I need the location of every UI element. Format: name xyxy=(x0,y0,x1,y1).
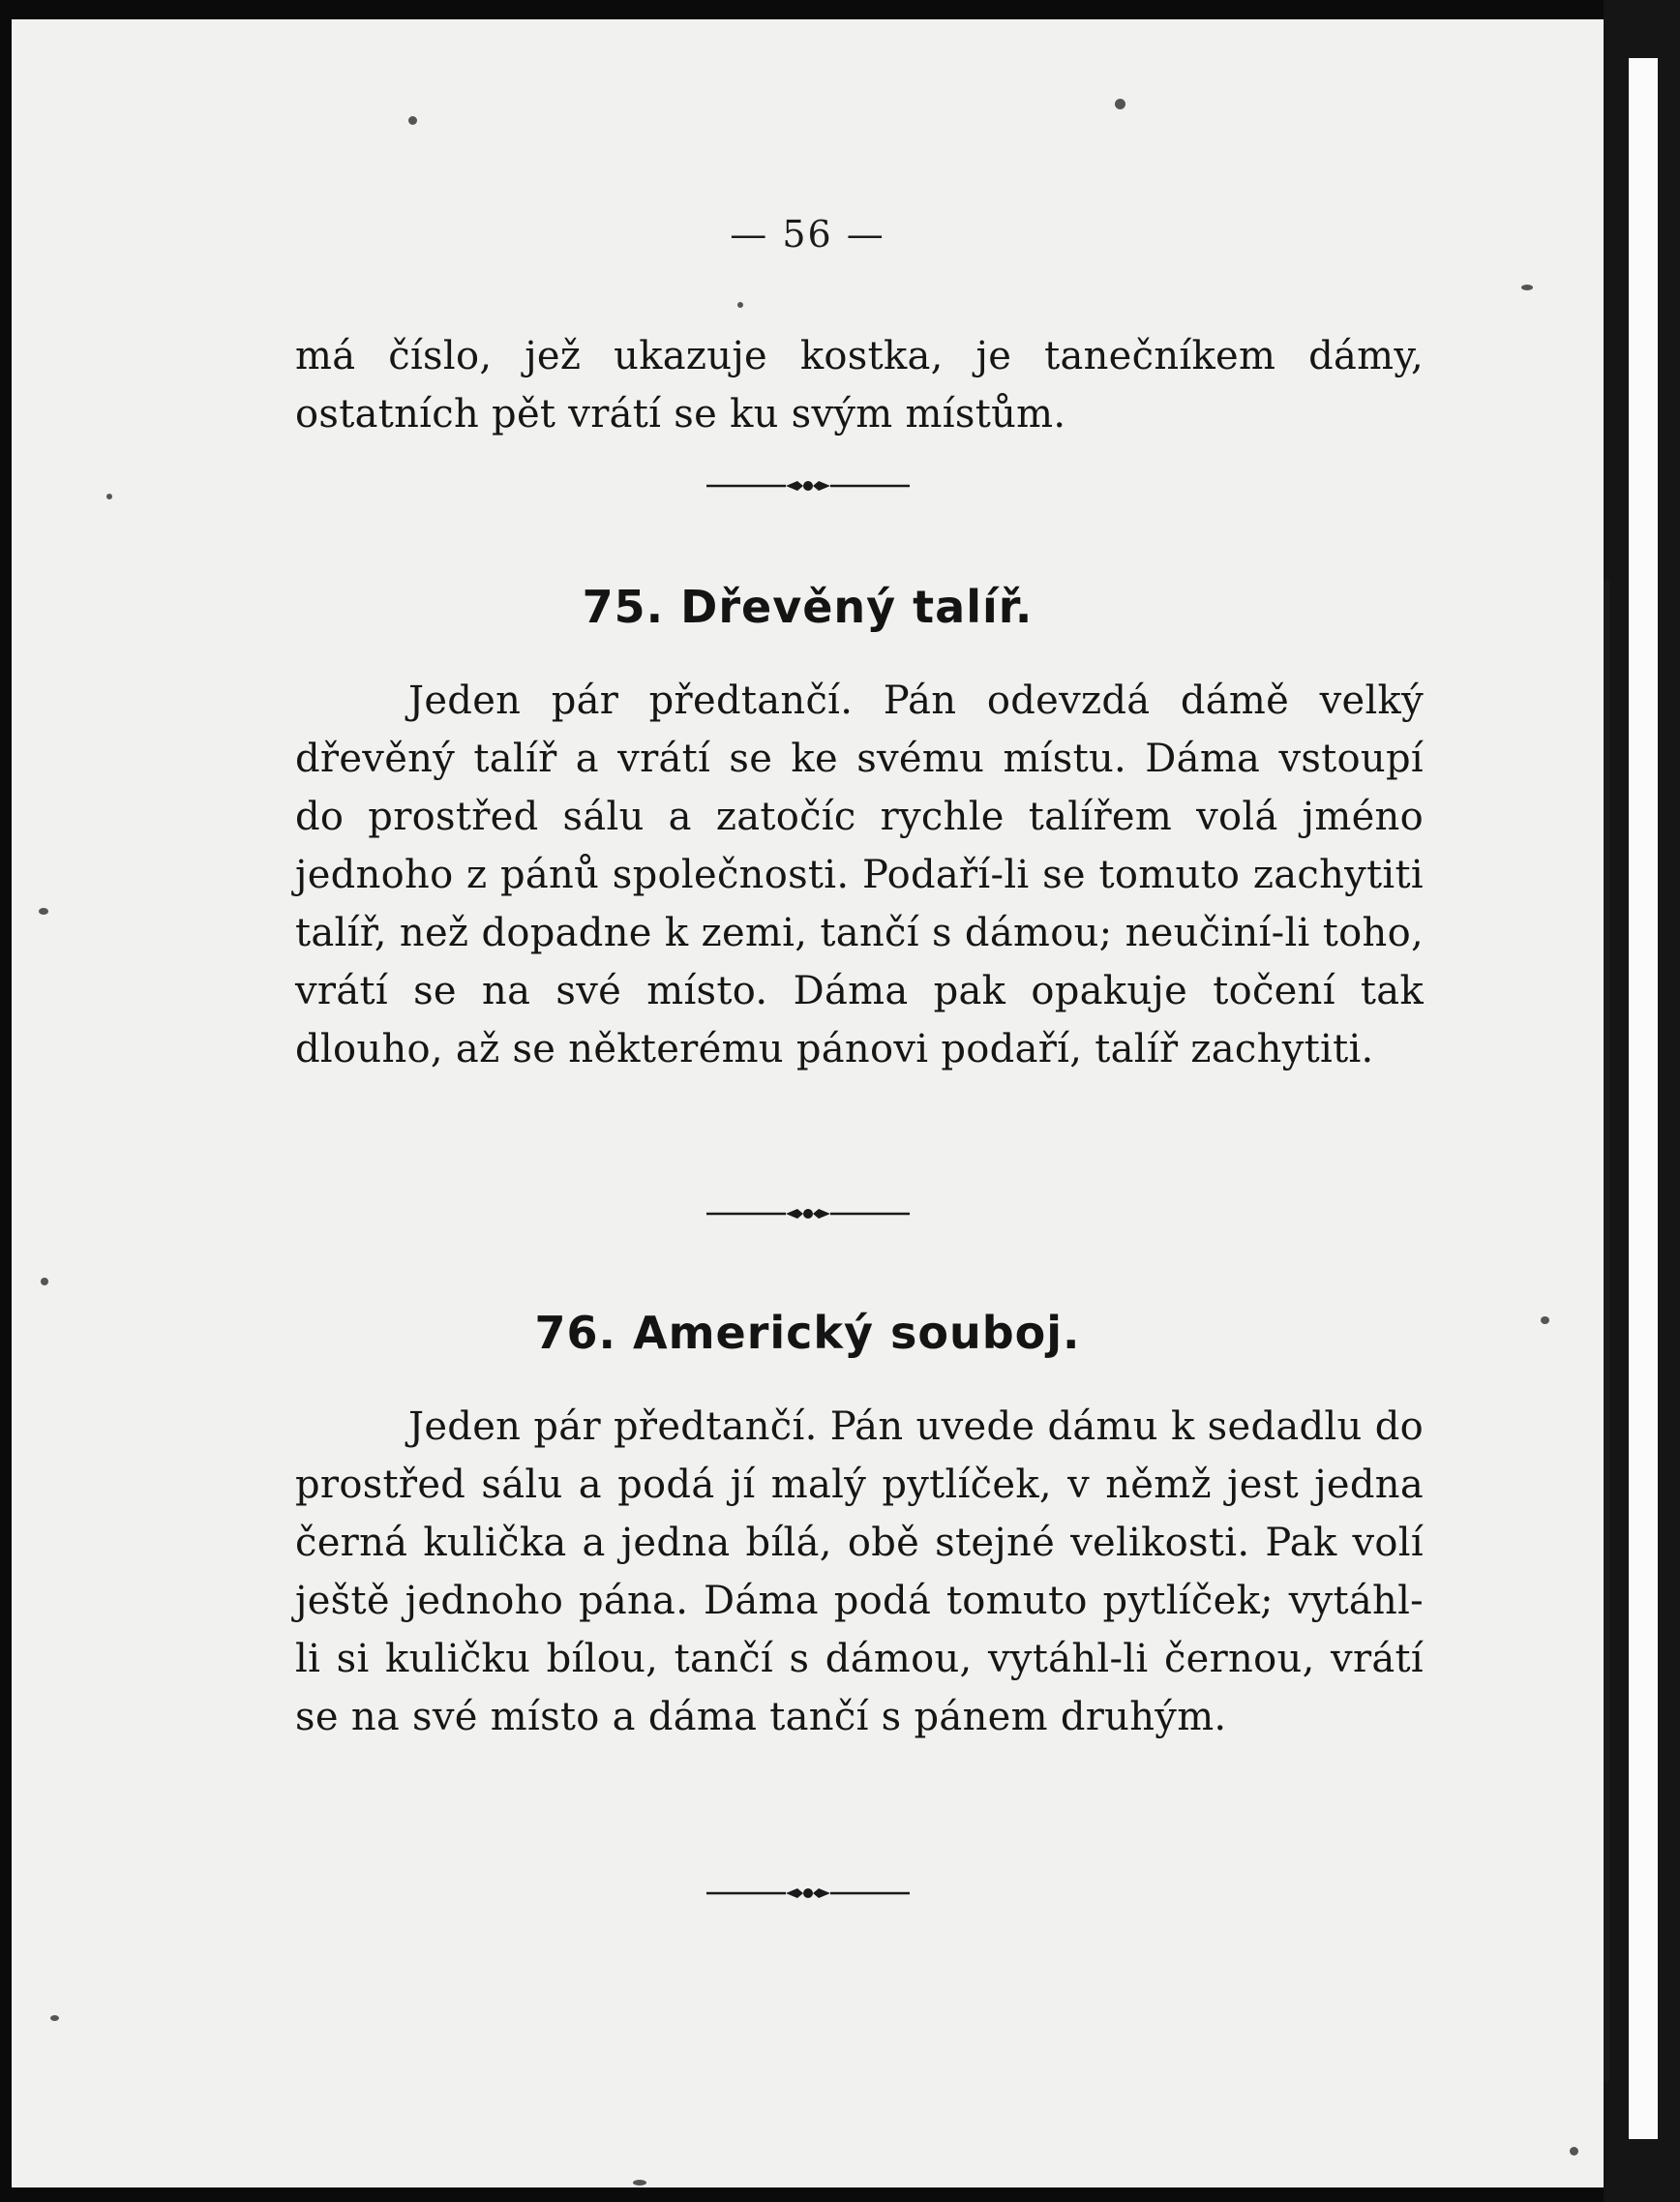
divider-ornament-icon xyxy=(706,478,910,494)
scan-speck xyxy=(1115,99,1125,109)
divider-ornament-icon xyxy=(706,1206,910,1222)
section-heading-76: 76. Americký souboj. xyxy=(534,1307,1081,1359)
section-body-76: Jeden pár předtančí. Pán uvede dámu k sedadlu do prostřed sálu a podá jí malý pytlíček, v němž jest jedna černá kulička a jedna bílá, obě stejné velikosti. Pak volí ještě jednoho pána. Dáma podá tomuto pytlíček; vytáhl-li si kuličku bílou, tančí s dámou, vytáhl-li černou, vrátí se na své místo a dáma tančí s pánem druhým. xyxy=(295,1404,1424,1739)
scan-speck xyxy=(633,2180,646,2186)
scan-speck xyxy=(1521,285,1533,290)
scan-speck xyxy=(1541,1316,1549,1324)
section-heading-75: 75. Dřevěný talíř. xyxy=(582,581,1034,633)
section-body-75: Jeden pár předtančí. Pán odevzdá dámě velký dřevěný talíř a vrátí se ke svému místu. Dáma vstoupí do prostřed sálu a zatočíc rychle talířem volá jméno jednoho z pánů společnosti. Podaří-li se tomuto zachytiti talíř, než dopadne k zemi, tančí s dámou; neučiní-li toho, vrátí se na své místo. Dáma pak opakuje točení tak dlouho, až se některému pánovi podaří, talíř zachytiti. xyxy=(295,679,1424,1071)
scan-speck xyxy=(39,908,48,915)
book-page xyxy=(12,19,1604,2187)
page-number: — 56 — xyxy=(730,213,885,256)
scan-speck xyxy=(106,494,112,499)
scan-speck xyxy=(41,1278,48,1285)
intro-paragraph: má číslo, jež ukazuje kostka, je tanečníkem dámy, ostatních pět vrátí se ku svým místům. xyxy=(295,334,1424,437)
next-page-edge xyxy=(1629,58,1658,2139)
page-edge-line xyxy=(1604,581,1609,2081)
divider-ornament-icon xyxy=(706,1885,910,1901)
scan-speck xyxy=(737,302,743,308)
scan-speck xyxy=(408,116,417,125)
scan-speck xyxy=(1570,2147,1578,2156)
scan-speck xyxy=(50,2015,59,2021)
book-spine-edge xyxy=(1604,0,1680,2202)
